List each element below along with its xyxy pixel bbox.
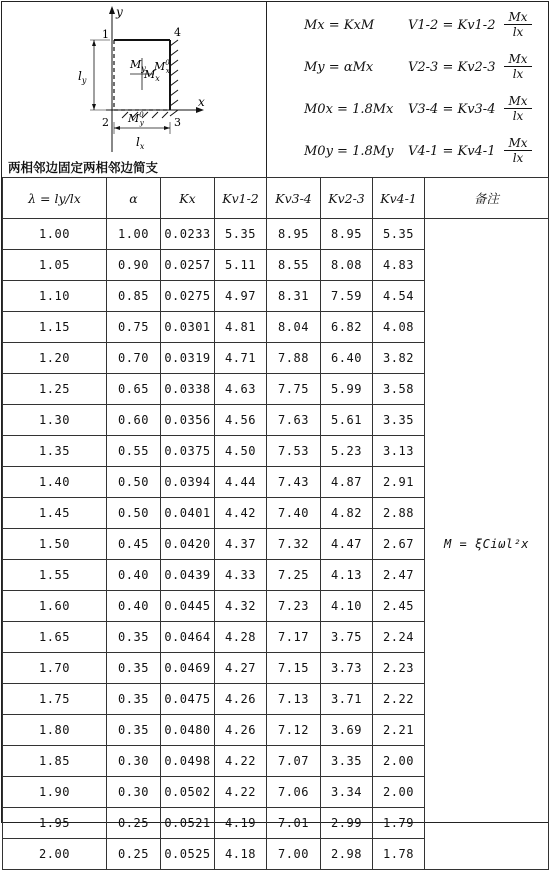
- table-cell: 0.0338: [161, 374, 215, 405]
- formula-left: My = αMx: [304, 60, 374, 75]
- table-cell: 7.00: [267, 839, 321, 870]
- table-cell: 3.82: [373, 343, 425, 374]
- table-cell: 1.90: [3, 777, 107, 808]
- formula-left: M0y = 1.8My: [304, 144, 394, 159]
- table-header-row: [3, 178, 549, 219]
- table-cell: 1.79: [373, 808, 425, 839]
- table-cell: 4.82: [321, 498, 373, 529]
- table-cell: 1.25: [3, 374, 107, 405]
- table-cell: 4.54: [373, 281, 425, 312]
- table-cell: 0.85: [107, 281, 161, 312]
- corner-3-label: 3: [174, 116, 181, 129]
- table-cell: 0.35: [107, 653, 161, 684]
- table-cell: 8.55: [267, 250, 321, 281]
- table-cell: 7.23: [267, 591, 321, 622]
- table-cell: 0.0480: [161, 715, 215, 746]
- table-cell: 6.40: [321, 343, 373, 374]
- table-cell: 4.13: [321, 560, 373, 591]
- lx-label: $l_x$: [136, 135, 145, 151]
- table-cell: 4.33: [215, 560, 267, 591]
- table-cell: 0.25: [107, 839, 161, 870]
- table-cell: 3.13: [373, 436, 425, 467]
- table-cell: 0.70: [107, 343, 161, 374]
- column-header: α: [107, 178, 161, 219]
- table-cell: 7.40: [267, 498, 321, 529]
- corner-2-label: 2: [102, 116, 109, 129]
- table-cell: 0.25: [107, 808, 161, 839]
- table-cell: 0.75: [107, 312, 161, 343]
- table-cell: 7.06: [267, 777, 321, 808]
- table-cell: 0.0521: [161, 808, 215, 839]
- table-cell: 0.30: [107, 777, 161, 808]
- table-cell: 7.75: [267, 374, 321, 405]
- table-cell: 0.0445: [161, 591, 215, 622]
- table-cell: 2.47: [373, 560, 425, 591]
- mx0-label: $M^0$ x: [154, 59, 170, 75]
- table-cell: 8.08: [321, 250, 373, 281]
- table-cell: 2.23: [373, 653, 425, 684]
- y-axis-label: y: [116, 5, 123, 19]
- table-cell: 6.82: [321, 312, 373, 343]
- table-cell: 8.95: [321, 219, 373, 250]
- table-cell: 0.45: [107, 529, 161, 560]
- table-cell: 7.43: [267, 467, 321, 498]
- formula-row: M0x = 1.8Mx V3-4 = Kv3-4 $\frac{Mx}{lx}$: [268, 94, 548, 124]
- table-cell: 0.50: [107, 498, 161, 529]
- table-cell: 1.10: [3, 281, 107, 312]
- table-cell: 0.35: [107, 715, 161, 746]
- table-cell: 0.0319: [161, 343, 215, 374]
- table-cell: 3.71: [321, 684, 373, 715]
- header-divider: [266, 1, 267, 177]
- column-header: Kv2-3: [321, 178, 373, 219]
- table-cell: 0.0401: [161, 498, 215, 529]
- table-cell: 4.22: [215, 777, 267, 808]
- table-cell: 8.95: [267, 219, 321, 250]
- table-cell: 2.99: [321, 808, 373, 839]
- table-cell: 0.0375: [161, 436, 215, 467]
- table-cell: 1.40: [3, 467, 107, 498]
- table-cell: 0.0257: [161, 250, 215, 281]
- table-cell: 2.88: [373, 498, 425, 529]
- table-cell: 0.30: [107, 746, 161, 777]
- table-cell: 2.00: [3, 839, 107, 870]
- table-cell: 2.91: [373, 467, 425, 498]
- table-cell: 1.80: [3, 715, 107, 746]
- diagram-caption: 两相邻边固定两相邻边简支: [8, 160, 159, 175]
- table-cell: 4.87: [321, 467, 373, 498]
- column-header: Kv4-1: [373, 178, 425, 219]
- table-cell: 1.00: [107, 219, 161, 250]
- table-cell: 7.17: [267, 622, 321, 653]
- table-row: [3, 219, 549, 250]
- my0-label: $M^0$ y: [128, 111, 144, 127]
- table-cell: 5.23: [321, 436, 373, 467]
- table-cell: 0.40: [107, 591, 161, 622]
- table-cell: 1.60: [3, 591, 107, 622]
- table-cell: 8.31: [267, 281, 321, 312]
- coefficient-table: [2, 177, 549, 870]
- plate-diagram-svg: [2, 2, 266, 158]
- table-cell: 7.88: [267, 343, 321, 374]
- table-cell: 5.35: [373, 219, 425, 250]
- table-cell: 4.22: [215, 746, 267, 777]
- table-cell: 4.47: [321, 529, 373, 560]
- table-cell: 0.55: [107, 436, 161, 467]
- table-cell: 1.70: [3, 653, 107, 684]
- table-cell: 4.26: [215, 715, 267, 746]
- table-cell: 4.26: [215, 684, 267, 715]
- table-cell: 5.35: [215, 219, 267, 250]
- table-cell: 0.0439: [161, 560, 215, 591]
- table-cell: 1.45: [3, 498, 107, 529]
- table-cell: 4.37: [215, 529, 267, 560]
- table-cell: 1.65: [3, 622, 107, 653]
- table-cell: 4.28: [215, 622, 267, 653]
- column-header: 备注: [425, 178, 549, 219]
- table-cell: 4.83: [373, 250, 425, 281]
- table-cell: 1.78: [373, 839, 425, 870]
- table-cell: 0.0356: [161, 405, 215, 436]
- plate-diagram: [2, 2, 266, 176]
- table-cell: 5.61: [321, 405, 373, 436]
- column-header: Kv3-4: [267, 178, 321, 219]
- corner-1-label: 1: [102, 28, 109, 41]
- table-cell: 1.75: [3, 684, 107, 715]
- table-cell: 0.0502: [161, 777, 215, 808]
- table-cell: 7.01: [267, 808, 321, 839]
- table-cell: 0.35: [107, 684, 161, 715]
- my-label: $M_y$: [130, 58, 146, 73]
- mx-label: $M_x$: [144, 68, 160, 83]
- corner-4-label: 4: [174, 26, 181, 39]
- table-cell: 3.35: [321, 746, 373, 777]
- table-cell: 2.67: [373, 529, 425, 560]
- table-cell: 2.21: [373, 715, 425, 746]
- table-cell: 4.63: [215, 374, 267, 405]
- table-cell: 0.0420: [161, 529, 215, 560]
- table-cell: 0.0233: [161, 219, 215, 250]
- table-cell: 7.07: [267, 746, 321, 777]
- table-cell: 0.0394: [161, 467, 215, 498]
- table-cell: 7.12: [267, 715, 321, 746]
- ly-label: $l_y$: [78, 69, 87, 85]
- table-cell: 2.98: [321, 839, 373, 870]
- table-cell: 7.13: [267, 684, 321, 715]
- table-cell: 0.0469: [161, 653, 215, 684]
- table-cell: 4.18: [215, 839, 267, 870]
- table-cell: 3.34: [321, 777, 373, 808]
- table-cell: 3.73: [321, 653, 373, 684]
- table-cell: 4.50: [215, 436, 267, 467]
- table-cell: 4.27: [215, 653, 267, 684]
- table-cell: 4.10: [321, 591, 373, 622]
- table-cell: 1.50: [3, 529, 107, 560]
- formula-row: My = αMx V2-3 = Kv2-3 $\frac{Mx}{lx}$: [268, 52, 548, 82]
- table-body: [3, 219, 549, 870]
- remark-cell: M = ξCiωl²x: [425, 219, 549, 870]
- table-cell: 1.20: [3, 343, 107, 374]
- table-cell: 1.05: [3, 250, 107, 281]
- table-cell: 1.30: [3, 405, 107, 436]
- formula-row: M0y = 1.8My V4-1 = Kv4-1 $\frac{Mx}{lx}$: [268, 136, 548, 166]
- table-cell: 5.99: [321, 374, 373, 405]
- table-cell: 0.35: [107, 622, 161, 653]
- table-cell: 0.90: [107, 250, 161, 281]
- table-cell: 2.00: [373, 777, 425, 808]
- x-axis-label: x: [198, 95, 205, 109]
- table-cell: 7.63: [267, 405, 321, 436]
- column-header: Kv1-2: [215, 178, 267, 219]
- table-cell: 7.32: [267, 529, 321, 560]
- table-cell: 4.71: [215, 343, 267, 374]
- formula-left: M0x = 1.8Mx: [304, 102, 394, 117]
- table-cell: 0.0275: [161, 281, 215, 312]
- table-cell: 3.69: [321, 715, 373, 746]
- table-cell: 4.08: [373, 312, 425, 343]
- table-cell: 0.0525: [161, 839, 215, 870]
- table-cell: 0.0475: [161, 684, 215, 715]
- table-cell: 2.45: [373, 591, 425, 622]
- table-cell: 0.0498: [161, 746, 215, 777]
- formula-left: Mx = KxM: [304, 18, 375, 33]
- table-cell: 0.0301: [161, 312, 215, 343]
- table-cell: 0.50: [107, 467, 161, 498]
- table-cell: 4.19: [215, 808, 267, 839]
- table-cell: 2.22: [373, 684, 425, 715]
- table-cell: 1.85: [3, 746, 107, 777]
- table-cell: 5.11: [215, 250, 267, 281]
- table-cell: 1.15: [3, 312, 107, 343]
- table-cell: 3.35: [373, 405, 425, 436]
- table-cell: 0.65: [107, 374, 161, 405]
- table-cell: 7.15: [267, 653, 321, 684]
- table-cell: 3.75: [321, 622, 373, 653]
- table-cell: 1.55: [3, 560, 107, 591]
- table-cell: 1.95: [3, 808, 107, 839]
- column-header: λ = ly/lx: [3, 178, 107, 219]
- column-header: Kx: [161, 178, 215, 219]
- table-cell: 1.00: [3, 219, 107, 250]
- table-cell: 3.58: [373, 374, 425, 405]
- formula-row: Mx = KxM V1-2 = Kv1-2 $\frac{Mx}{lx}$: [268, 10, 548, 40]
- table-cell: 4.97: [215, 281, 267, 312]
- table-cell: 7.59: [321, 281, 373, 312]
- table-cell: 1.35: [3, 436, 107, 467]
- table-cell: 7.25: [267, 560, 321, 591]
- formula-block: [268, 2, 548, 176]
- table-cell: 8.04: [267, 312, 321, 343]
- table-cell: 4.32: [215, 591, 267, 622]
- table-cell: 4.56: [215, 405, 267, 436]
- table-cell: 0.60: [107, 405, 161, 436]
- table-cell: 4.81: [215, 312, 267, 343]
- table-cell: 0.40: [107, 560, 161, 591]
- table-cell: 4.44: [215, 467, 267, 498]
- table-cell: 4.42: [215, 498, 267, 529]
- table-cell: 2.00: [373, 746, 425, 777]
- table-cell: 2.24: [373, 622, 425, 653]
- table-cell: 7.53: [267, 436, 321, 467]
- table-cell: 0.0464: [161, 622, 215, 653]
